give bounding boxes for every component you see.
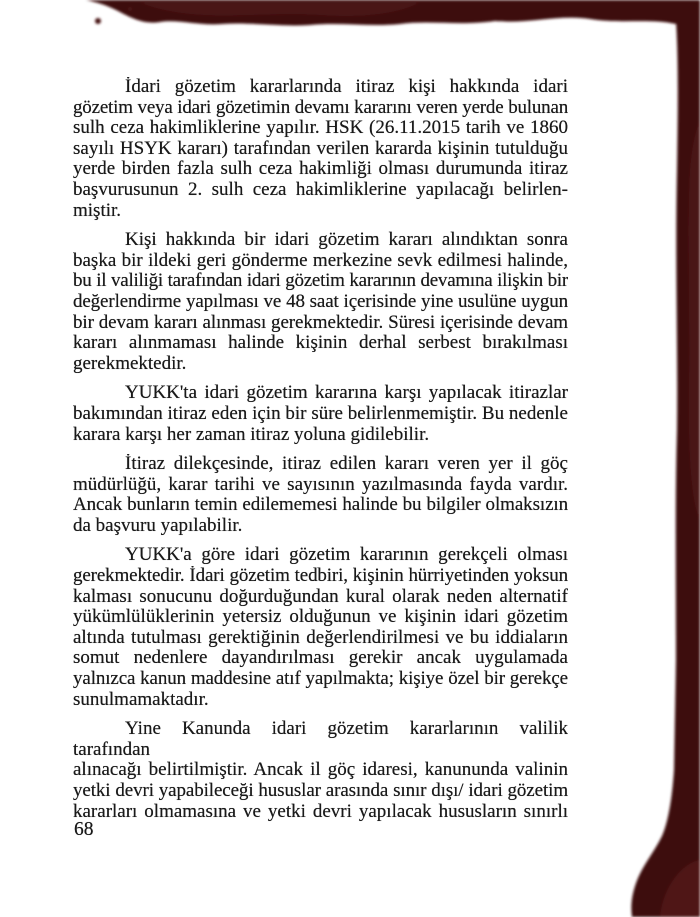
scan-artifact-tone-corner <box>660 860 700 917</box>
text-line: Yine Kanunda idari gözetim kararlarının valilik tarafından <box>73 719 568 760</box>
paragraph <box>73 719 568 822</box>
text-line: sulh ceza hakimliklerine yapılır. HSK (26.11.2015 tarih ve 1860 <box>73 118 568 139</box>
text-line: başvurusunun 2. sulh ceza hakimliklerine yapılacağı belirlen- <box>73 179 568 200</box>
text-line: altında tutulması gerektiğinin değerlendirilmesi ve bu iddiaların <box>73 627 568 648</box>
text-line: İdari gözetim kararlarında itiraz kişi hakkında idari <box>125 77 568 97</box>
text-line: yalnızca kanun maddesine atıf yapılmakta; kişiye özel bir gerekçe <box>73 669 568 690</box>
text-line: yükümlülüklerinin yetersiz olduğunun ve kişinin idari gözetim <box>73 607 568 628</box>
text-line: gözetim veya idari gözetimin devamı kararını veren yerde bulunan <box>73 97 568 118</box>
text-line: gerekmektedir. İdari gözetim tedbiri, kişinin hürriyetinden yoksun <box>73 566 568 587</box>
scan-artifact-tone-top <box>140 2 420 16</box>
text-line: sunulmamaktadır. <box>73 689 209 710</box>
paragraph <box>73 230 568 374</box>
text-line: gerekmektedir. <box>73 353 187 374</box>
text-line: bakımından itiraz eden için bir süre belirlenmemiştir. Bu nedenle <box>73 403 568 424</box>
text-line: başka bir ildeki geri gönderme merkezine sevk edilmesi halinde, <box>73 250 568 271</box>
paragraph <box>73 545 568 710</box>
body-text <box>73 77 568 831</box>
paragraph <box>73 383 568 445</box>
text-line: da başvuru yapılabilir. <box>73 515 243 536</box>
text-line: bu il valiliği tarafından idari gözetim kararının devamına ilişkin bir <box>73 271 568 292</box>
text-line: yetki devri yapabileceği hususlar arasında sınır dışı/ idari gözetim <box>73 781 568 801</box>
text-line: Kişi hakkında bir idari gözetim kararı alındıktan sonra <box>125 230 568 251</box>
scan-speck <box>95 18 101 24</box>
page-number: 68 <box>74 819 94 840</box>
text-line: değerlendirme yapılması ve 48 saat içerisinde yine usulüne uygun <box>73 291 568 312</box>
text-line: müdürlüğü, karar tarihi ve sayısının yazılmasında fayda vardır. <box>73 474 568 495</box>
text-line: bir devam kararı alınması gerekmektedir. Süresi içerisinde devam <box>73 312 568 333</box>
scan-artifact-tone-right <box>689 120 700 520</box>
text-line: alınacağı belirtilmiştir. Ancak il göç idaresi, kanununda valinin <box>73 760 568 781</box>
text-line: kararları olmamasına ve yetki devri yapılacak hususların sınırlı <box>73 801 568 822</box>
paragraph <box>73 454 568 536</box>
text-line: karara karşı her zaman itiraz yoluna gidilebilir. <box>73 424 430 445</box>
scan-speck <box>128 7 132 11</box>
text-line: YUKK'ta idari gözetim kararına karşı yapılacak itirazlar <box>125 383 568 404</box>
text-line: miştir. <box>73 200 122 221</box>
text-line: yerde birden fazla sulh ceza hakimliği olması durumunda itiraz <box>73 159 568 180</box>
paragraph <box>73 77 568 221</box>
text-line: kararı alınmaması halinde kişinin derhal serbest bırakılması <box>73 333 568 354</box>
text-line: YUKK'a göre idari gözetim kararının gerekçeli olması <box>125 545 568 566</box>
text-line: İtiraz dilekçesinde, itiraz edilen kararı veren yer il göç <box>125 454 568 475</box>
scan-artifact-right <box>631 0 700 917</box>
text-line: kalması sonucunu doğurduğundan kural olarak neden alternatif <box>73 586 568 607</box>
text-line: sayılı HSYK kararı) tarafından verilen kararda kişinin tutulduğu <box>73 138 568 159</box>
text-line: Ancak bunların temin edilememesi halinde bu bilgiler olmaksızın <box>73 495 568 516</box>
text-line: somut nedenlere dayandırılması gerekir ancak uygulamada <box>73 648 568 669</box>
scan-artifact-top <box>86 0 700 26</box>
